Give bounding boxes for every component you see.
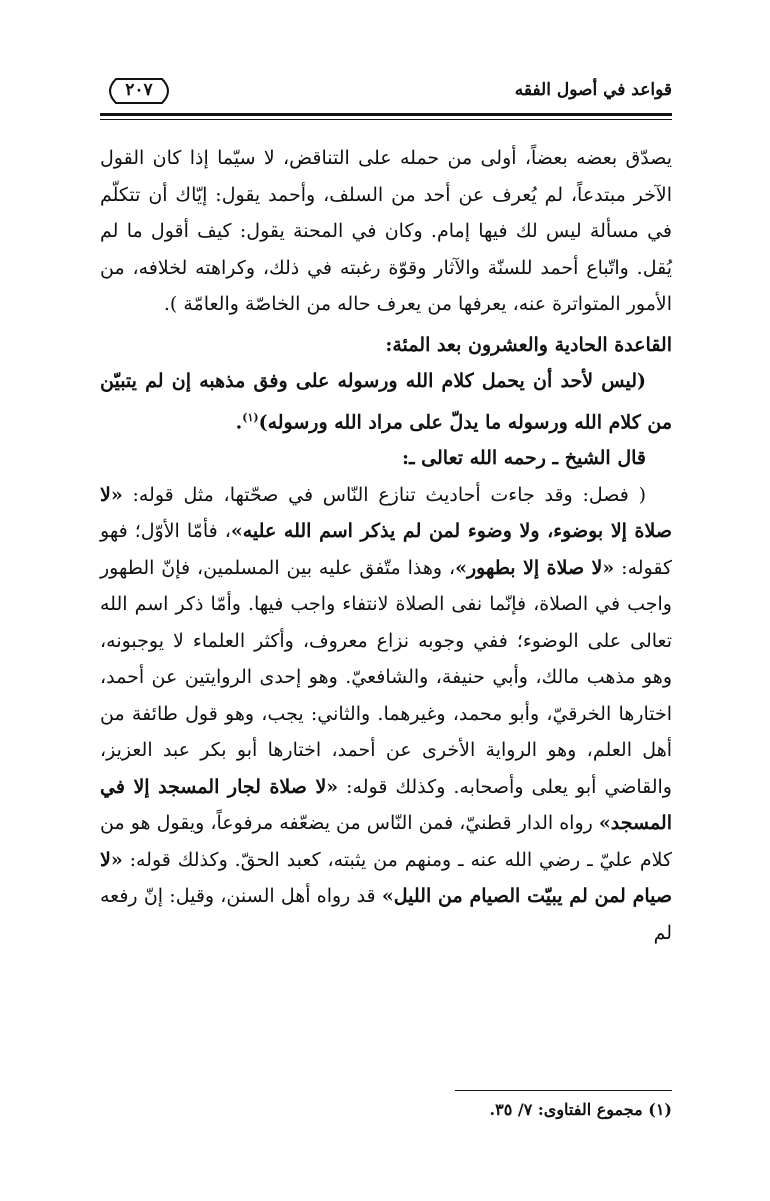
page-header [100, 70, 672, 110]
footnote: (١) مجموع الفتاوى: ٧/ ٣٥. [489, 1100, 672, 1119]
hadith-quote: «لا صلاة إلا بوضوء، ولا وضوء لمن لم يذكر اسم الله عليه» [100, 483, 672, 543]
section-text: رواه الدار قطنيّ، فمن النّاس من يضعّفه مرفوعاً، ويقول هو من كلام عليّ ـ رضي الله عنه ـ ومنهم من يثبته، كعبد الحقّ. وكذلك قوله: [100, 812, 672, 871]
running-title: قواعد في أصول الفقه [514, 80, 672, 100]
rule-statement-end: . [235, 410, 243, 433]
footnote-separator [455, 1090, 672, 1091]
section-text: ، وهذا متّفق عليه بين المسلمين، فإنّ الطهور واجب في الصلاة، فإنّما نفى الصلاة لانتفاء واجب فيها. وأمّا ذكر اسم الله تعالى على الوضوء؛ ففي وجوبه نزاع معروف، وأكثر العلماء لا يوجبونه، وهو مذهب مالك، وأبي حنيفة، والشافعيّ. وهو إحدى الروايتين عن أحمد، اختارها الخرقيّ، وأبو محمد، وغيرهما. والثاني: يجب، وهو قول طائفة من أهل العلم، وهو الرواية الأخرى عن أحمد، اختارها أبو بكر عبد العزيز، والقاضي أبو يعلى وأصحابه. وكذلك قوله: [100, 556, 672, 798]
header-rule-thin [100, 119, 672, 120]
rule-statement [100, 363, 672, 440]
sheikh-said-line: قال الشيخ ـ رحمه الله تعالى ـ: [401, 447, 646, 470]
section-paragraph [100, 477, 672, 952]
footnote-marker: (١) [242, 410, 259, 424]
page-number: ٢٠٧ [125, 80, 153, 100]
rule-statement-text: (ليس لأحد أن يحمل كلام الله ورسوله على وفق مذهبه إن لم يتبيّن من كلام الله ورسوله ما يدلّ على مراد الله ورسوله) [100, 370, 672, 433]
rule-heading: القاعدة الحادية والعشرون بعد المئة: [385, 333, 672, 356]
page-number-badge [102, 76, 176, 106]
hadith-quote: «لا صلاة لجار المسجد إلا في المسجد» [100, 775, 672, 835]
paragraph-continued: يصدّق بعضه بعضاً، أولى من حمله على التناقض، لا سيّما إذا كان القول الآخر مبتدعاً، لم يُعرف عن أحد من السلف، وأحمد يقول: إيّاك أن تتكلّم في مسألة ليس لك فيها إمام. وكان في المحنة يقول: كيف أقول ما لم يُقل. واتّباع أحمد للسنّة والآثار وقوّة رغبته في ذلك، وكراهته لخلافه، من الأمور المتواترة عنه، يعرفها من يعرف حاله من الخاصّة والعامّة ). [100, 147, 672, 315]
section-text: ( فصل: وقد جاءت أحاديث تنازع النّاس في صحّتها، مثل قوله: [122, 483, 646, 506]
section-text: قد رواه أهل السنن، وقيل: إنّ رفعه لم [100, 885, 672, 944]
page-body [100, 140, 672, 951]
header-rule-thick [100, 113, 672, 116]
hadith-quote: «لا صلاة إلا بطهور» [455, 556, 615, 579]
section-text: ، فأمّا الأوّل؛ فهو كقوله: [100, 520, 673, 579]
hadith-quote: «لا صيام لمن لم يبيّت الصيام من الليل» [100, 848, 672, 908]
